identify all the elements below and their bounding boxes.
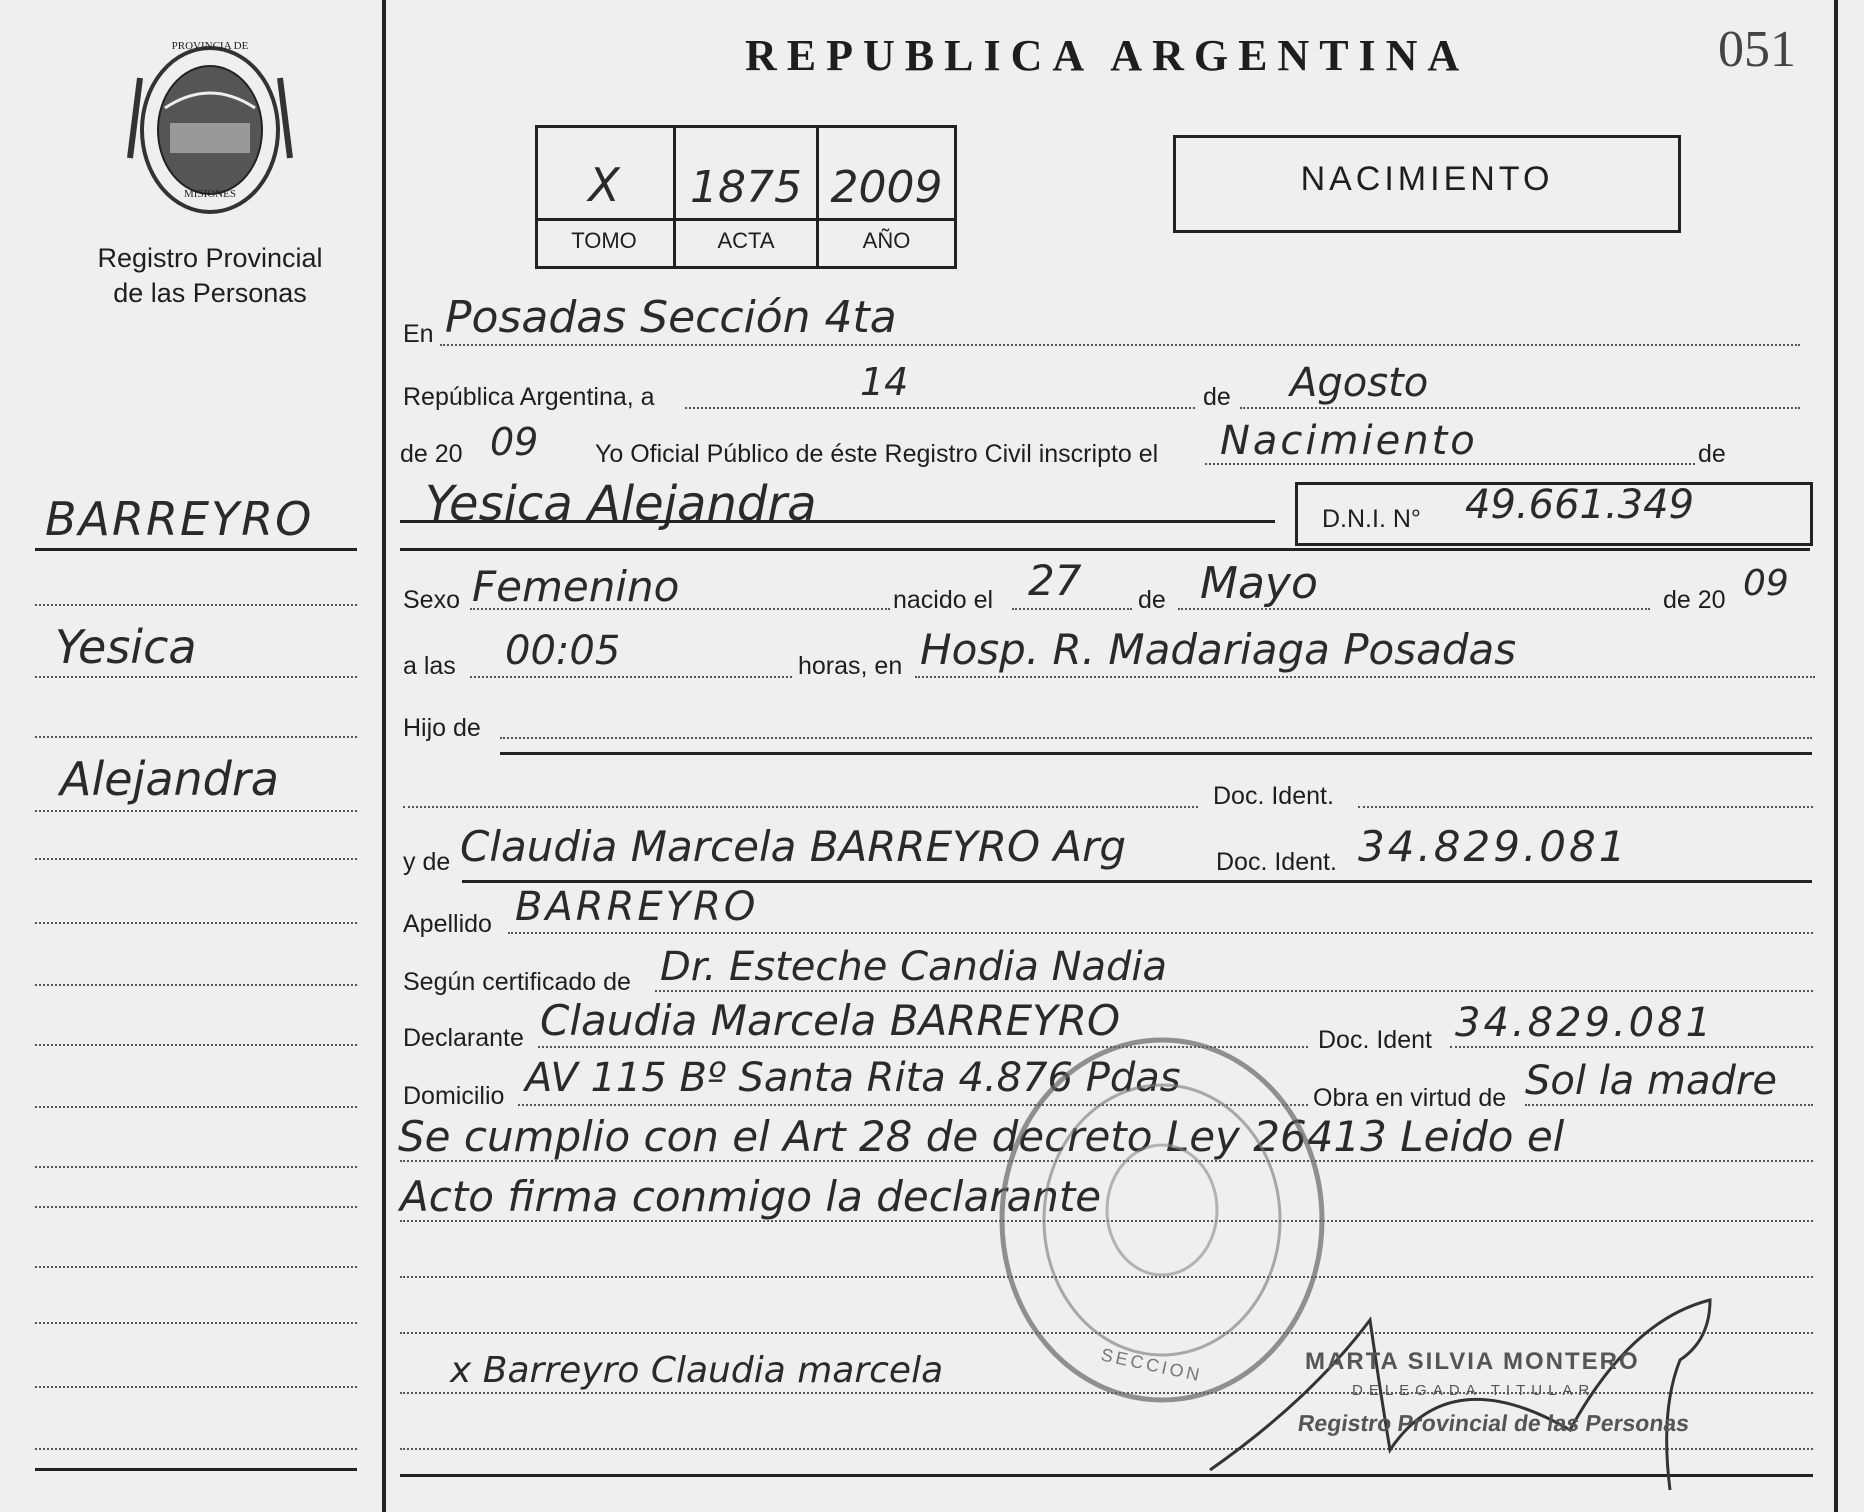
declarante-doc-line — [1450, 1046, 1813, 1048]
margin-line — [35, 810, 357, 812]
note-line-2: Acto firma conmigo la declarante — [400, 1172, 1102, 1221]
father-line-2 — [403, 806, 1198, 808]
margin-line — [35, 1266, 357, 1268]
dni-label: D.N.I. N° — [1322, 505, 1421, 533]
margin-line — [35, 1206, 357, 1208]
yde-label: y de — [403, 848, 451, 876]
father-line — [500, 737, 1812, 739]
apellido-label: Apellido — [403, 910, 492, 938]
separator-line — [400, 548, 1810, 551]
birth-de-label: de — [1138, 586, 1166, 614]
officer-text: Yo Oficial Público de éste Registro Civil inscripto el — [595, 440, 1159, 468]
birth-time: 00:05 — [505, 628, 621, 674]
day-line — [685, 407, 1195, 409]
margin-line — [35, 548, 357, 551]
mother-doc: 34.829.081 — [1358, 822, 1629, 871]
nacido-label: nacido el — [893, 586, 994, 614]
hijo-label: Hijo de — [403, 714, 481, 742]
apellido-value: BARREYRO — [515, 884, 759, 930]
official-agency: Registro Provincial de las Personas — [1296, 1410, 1692, 1436]
margin-line — [35, 922, 357, 924]
father-doc-line — [1358, 806, 1813, 808]
obra-label: Obra en virtud de — [1313, 1084, 1507, 1112]
day-value: 14 — [860, 360, 909, 404]
tomo-label: TOMO — [571, 228, 637, 253]
mother-name: Claudia Marcela BARREYRO Arg — [460, 822, 1127, 871]
registry-box-divider — [535, 218, 954, 221]
note-line-1: Se cumplio con el Art 28 de decreto Ley 26413 Leido el — [398, 1112, 1565, 1161]
obra-line — [1525, 1104, 1813, 1106]
place-value: Posadas Sección 4ta — [445, 292, 897, 343]
mother-underline — [462, 880, 1812, 883]
official-title: DELEGADA TITULAR — [1352, 1382, 1596, 1399]
birth-place: Hosp. R. Madariaga Posadas — [920, 625, 1517, 674]
acta-label: ACTA — [717, 228, 775, 253]
domicilio-label: Domicilio — [403, 1082, 505, 1110]
place-line — [440, 344, 1800, 346]
margin-line — [35, 1468, 357, 1471]
agency-name-line2: de las Personas — [113, 278, 307, 308]
certificado-value: Dr. Esteche Candia Nadia — [660, 944, 1168, 990]
mother-doc-label: Doc. Ident. — [1216, 848, 1337, 876]
month-line — [1240, 407, 1800, 409]
margin-surname: BARREYRO — [45, 492, 314, 546]
sexo-label: Sexo — [403, 586, 460, 614]
margin-line — [35, 1322, 357, 1324]
column-divider — [382, 0, 386, 1512]
year-suffix: 09 — [490, 420, 539, 464]
seal-text-top: PROVINCIA DE — [171, 40, 249, 52]
acta-value: 1875 — [690, 162, 802, 213]
right-border — [1834, 0, 1838, 1512]
certificado-label: Según certificado de — [403, 968, 631, 996]
country-title: REPUBLICA ARGENTINA — [745, 31, 1470, 80]
declarante-doc: 34.829.081 — [1455, 1000, 1715, 1046]
dni-value: 49.661.349 — [1465, 482, 1695, 528]
birth-day-line — [1012, 608, 1132, 610]
agency-name-line1: Registro Provincial — [97, 243, 323, 273]
margin-line — [35, 1166, 357, 1168]
margin-line — [35, 1044, 357, 1046]
de-label: de — [1203, 383, 1231, 411]
month-value: Agosto — [1290, 360, 1429, 406]
birth-month: Mayo — [1200, 558, 1318, 609]
birth-place-line — [915, 676, 1815, 678]
page-number: 051 — [1718, 21, 1796, 78]
seal-text-bottom: MISIONES — [184, 188, 236, 200]
father-underline — [500, 752, 1812, 755]
en-label: En — [403, 320, 434, 348]
birth-day: 27 — [1028, 556, 1082, 605]
time-line — [470, 676, 792, 678]
obra-value: Sol la madre — [1525, 1058, 1777, 1104]
apellido-line — [508, 932, 1813, 934]
declarant-signature: x Barreyro Claudia marcela — [450, 1350, 944, 1391]
margin-line — [35, 736, 357, 738]
a-las-label: a las — [403, 652, 456, 680]
stamp-inner-text: SECCION — [1099, 1344, 1205, 1386]
margin-line — [35, 676, 357, 678]
margin-first-name: Yesica — [55, 620, 197, 674]
father-doc-label: Doc. Ident. — [1213, 782, 1334, 810]
margin-line — [35, 858, 357, 860]
declarante-value: Claudia Marcela BARREYRO — [540, 996, 1121, 1045]
declarante-doc-label: Doc. Ident — [1318, 1026, 1432, 1054]
margin-line — [35, 604, 357, 606]
declarante-label: Declarante — [403, 1024, 524, 1052]
margin-second-name: Alejandra — [60, 752, 279, 806]
year-prefix: de 20 — [400, 440, 463, 468]
margin-line — [35, 1448, 357, 1450]
tomo-value: X — [588, 158, 620, 212]
margin-line — [35, 1386, 357, 1388]
margin-line — [35, 1106, 357, 1108]
de-label-2: de — [1698, 440, 1726, 468]
child-name-line — [400, 520, 1275, 523]
doc-type: NACIMIENTO — [1300, 160, 1554, 198]
inscribed-value: Nacimiento — [1220, 418, 1478, 464]
anio-label: AÑO — [862, 228, 911, 253]
republic-label: República Argentina, a — [403, 383, 655, 411]
child-name: Yesica Alejandra — [425, 476, 817, 532]
official-name: MARTA SILVIA MONTERO — [1305, 1348, 1640, 1375]
certificado-line — [655, 990, 1813, 992]
anio-value: 2009 — [830, 162, 943, 213]
birth-year-suffix: 09 — [1743, 563, 1789, 604]
horas-label: horas, en — [798, 652, 903, 680]
domicilio-value: AV 115 Bº Santa Rita 4.876 Pdas — [525, 1055, 1181, 1101]
birth-year-prefix: de 20 — [1663, 586, 1726, 614]
margin-line — [35, 984, 357, 986]
sexo-value: Femenino — [472, 562, 680, 611]
